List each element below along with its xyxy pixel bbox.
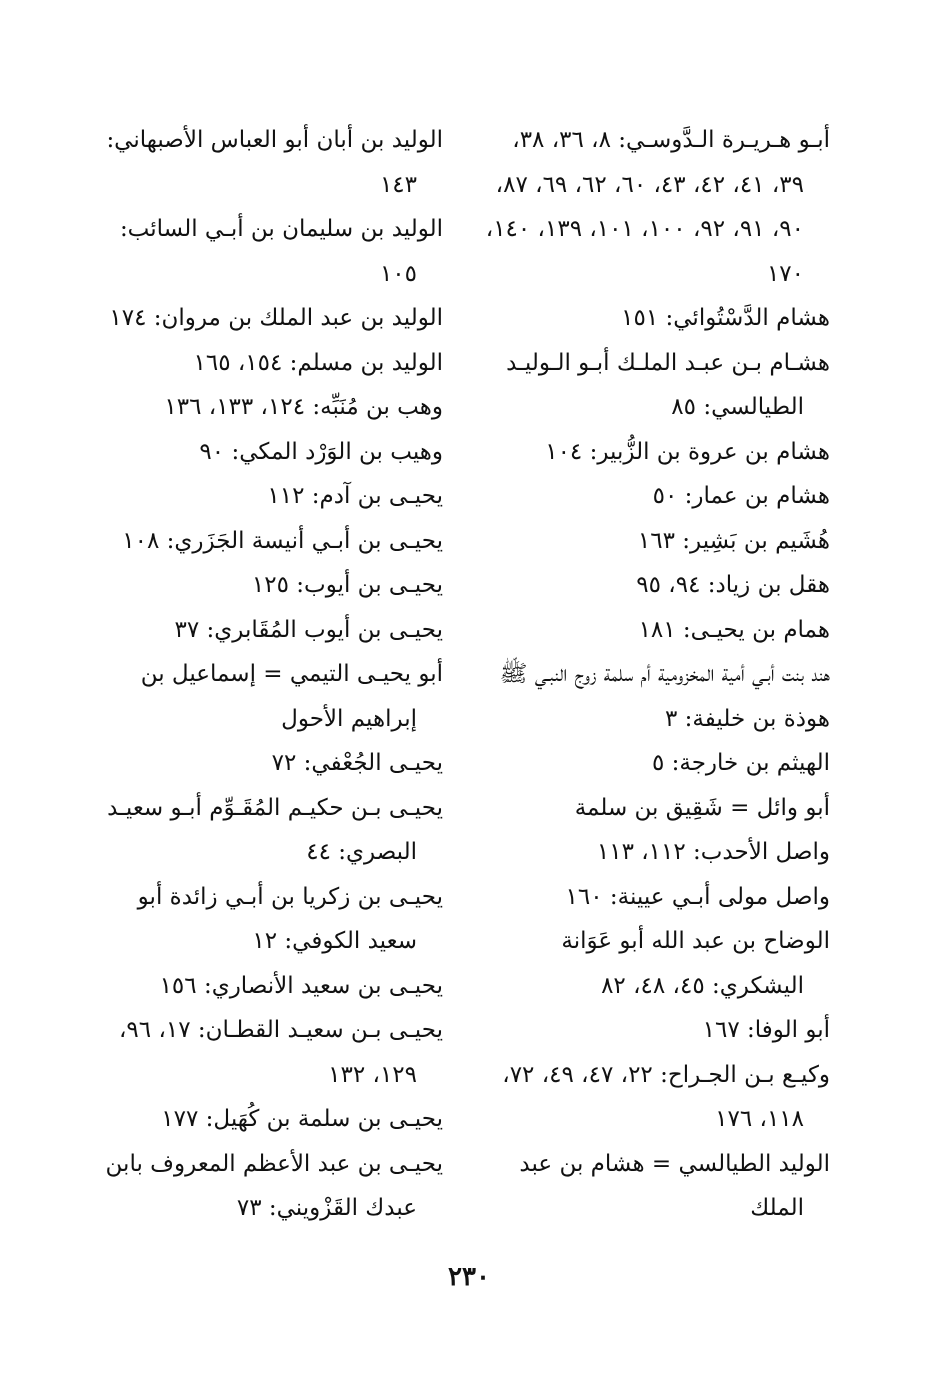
entry-text: الوليد بن مسلم: ١٥٤، ١٦٥ — [193, 349, 443, 376]
entry-text: أبو الوفا: ١٦٧ — [702, 1017, 830, 1043]
entry-text: هُشَيم بن بَشِير: ١٦٣ — [637, 527, 830, 554]
index-entry — [93, 207, 443, 296]
index-entry — [93, 652, 443, 741]
index-entry — [480, 608, 830, 653]
index-entry — [93, 741, 443, 786]
index-entry — [480, 875, 830, 920]
entry-text: هشام بن عمار: ٥٠ — [652, 483, 830, 509]
index-entry — [93, 875, 443, 964]
index-entry — [480, 741, 830, 786]
entry-text: يحيـى بن سلمة بن كُهَيل: ١٧٧ — [161, 1106, 443, 1132]
index-entry — [480, 1142, 830, 1231]
index-entry — [93, 118, 443, 207]
index-entry — [480, 341, 830, 430]
index-entry — [93, 608, 443, 653]
entry-text: أبو يحيـى التيمي = إسماعيل بن إبراهيم الأحول — [140, 661, 443, 732]
entry-text: هشـام بـن عبـد الملـك أبـو الـوليـد الطيالسي: ٨٥ — [506, 349, 830, 420]
index-entry — [480, 430, 830, 475]
entry-text: الوضاح بن عبد الله أبو عَوَانة اليشكري: ٤٥، ٤٨، ٨٢ — [561, 928, 830, 999]
entry-text: وهيب بن الوَرْد المكي: ٩٠ — [199, 438, 443, 465]
page-number: ٢٣٠ — [448, 1262, 490, 1292]
entry-text: هوذة بن خليفة: ٣ — [665, 705, 830, 732]
index-entry — [93, 1097, 443, 1142]
entry-text: وهب بن مُنَبِّه: ١٢٤، ١٣٣، ١٣٦ — [164, 394, 443, 420]
index-entry — [480, 652, 830, 697]
entry-text: الهيثم بن خارجة: ٥ — [651, 750, 830, 776]
entry-text: الوليد بن أبان أبو العباس الأصبهاني: ١٤٣ — [106, 127, 443, 198]
index-entry — [93, 474, 443, 519]
entry-text: أبـو هـريـرة الـدَّوسـي: ٨، ٣٦، ٣٨، ٣٩، ٤١، ٤٢، ٤٣، ٦٠، ٦٢، ٦٩، ٨٧، ٩٠، ٩١، ٩٢، ١٠٠، ١٠١، ١٣٩، ١٤٠، ١٧٠ — [485, 127, 830, 287]
entry-text: هقل بن زياد: ٩٤، ٩٥ — [636, 572, 830, 598]
entry-text: يحيـى بن عبد الأعظم المعروف بابن عبدك القَزْويني: ٧٣ — [105, 1150, 443, 1221]
entry-text: يحيـى بـن حكيـم المُقَـوِّم أبـو سعيـد البصري: ٤٤ — [107, 794, 443, 865]
entry-text: أبو وائل = شَقِيق بن سلمة — [574, 794, 830, 821]
entry-text: يحيـى الجُعْفي: ٧٢ — [271, 750, 443, 776]
entry-text: يحيـى بن سعيد الأنصاري: ١٥٦ — [159, 972, 443, 999]
index-entry — [480, 1053, 830, 1142]
index-entry — [93, 296, 443, 341]
entry-text: يحيـى بن آدم: ١١٢ — [267, 483, 443, 509]
index-entry — [480, 563, 830, 608]
entry-text: يحيـى بن أيوب المُقَابري: ٣٧ — [174, 616, 443, 643]
entry-text: الوليد بن سليمان بن أبـي السائب: ١٠٥ — [119, 216, 443, 287]
entry-text: الوليد بن عبد الملك بن مروان: ١٧٤ — [109, 305, 443, 331]
entry-text: يحيـى بن زكريا بن أبـي زائدة أبو سعيد الكوفي: ١٢ — [137, 883, 443, 954]
entry-text: هشام الدَّسْتُوائي: ١٥١ — [621, 305, 830, 331]
index-entry — [480, 474, 830, 519]
entry-text: واصل مولى أبـي عيينة: ١٦٠ — [565, 883, 830, 910]
index-entry — [480, 830, 830, 875]
index-entry — [480, 296, 830, 341]
index-entry — [93, 341, 443, 386]
entry-text: يحيـى بن أبـي أنيسة الجَزَري: ١٠٨ — [122, 527, 443, 554]
entry-text: يحيـى بن أيوب: ١٢٥ — [251, 572, 443, 598]
index-entry — [93, 430, 443, 475]
index-entry — [93, 519, 443, 564]
index-entry — [93, 964, 443, 1009]
entry-text: يحيـى بـن سعيـد القطـان: ١٧، ٩٦، ١٢٩، ١٣٢ — [118, 1017, 443, 1088]
entry-text: هند بنت أبـي أمية المخزومية أم سلمة زوج النبـي ﷺ — [499, 661, 830, 687]
index-entry — [480, 1008, 830, 1053]
entry-text: واصل الأحدب: ١١٢، ١١٣ — [596, 839, 830, 865]
index-entry — [93, 563, 443, 608]
entry-text: همام بن يحيـى: ١٨١ — [638, 616, 830, 643]
index-entry — [93, 1008, 443, 1097]
index-entry — [480, 519, 830, 564]
index-entry — [480, 786, 830, 831]
index-entry — [480, 919, 830, 1008]
index-column-right — [480, 118, 830, 1231]
entry-text: هشام بن عروة بن الزُّبير: ١٠٤ — [545, 438, 830, 465]
index-entry — [93, 1142, 443, 1231]
index-column-left — [93, 118, 443, 1231]
index-entry — [480, 697, 830, 742]
index-entry — [93, 385, 443, 430]
index-entry — [480, 118, 830, 296]
entry-text: وكيـع بـن الجـراح: ٢٢، ٤٧، ٤٩، ٧٢، ١١٨، ١٧٦ — [502, 1061, 830, 1132]
entry-text: الوليد الطيالسي = هشام بن عبد الملك — [519, 1150, 830, 1221]
index-entry — [93, 786, 443, 875]
